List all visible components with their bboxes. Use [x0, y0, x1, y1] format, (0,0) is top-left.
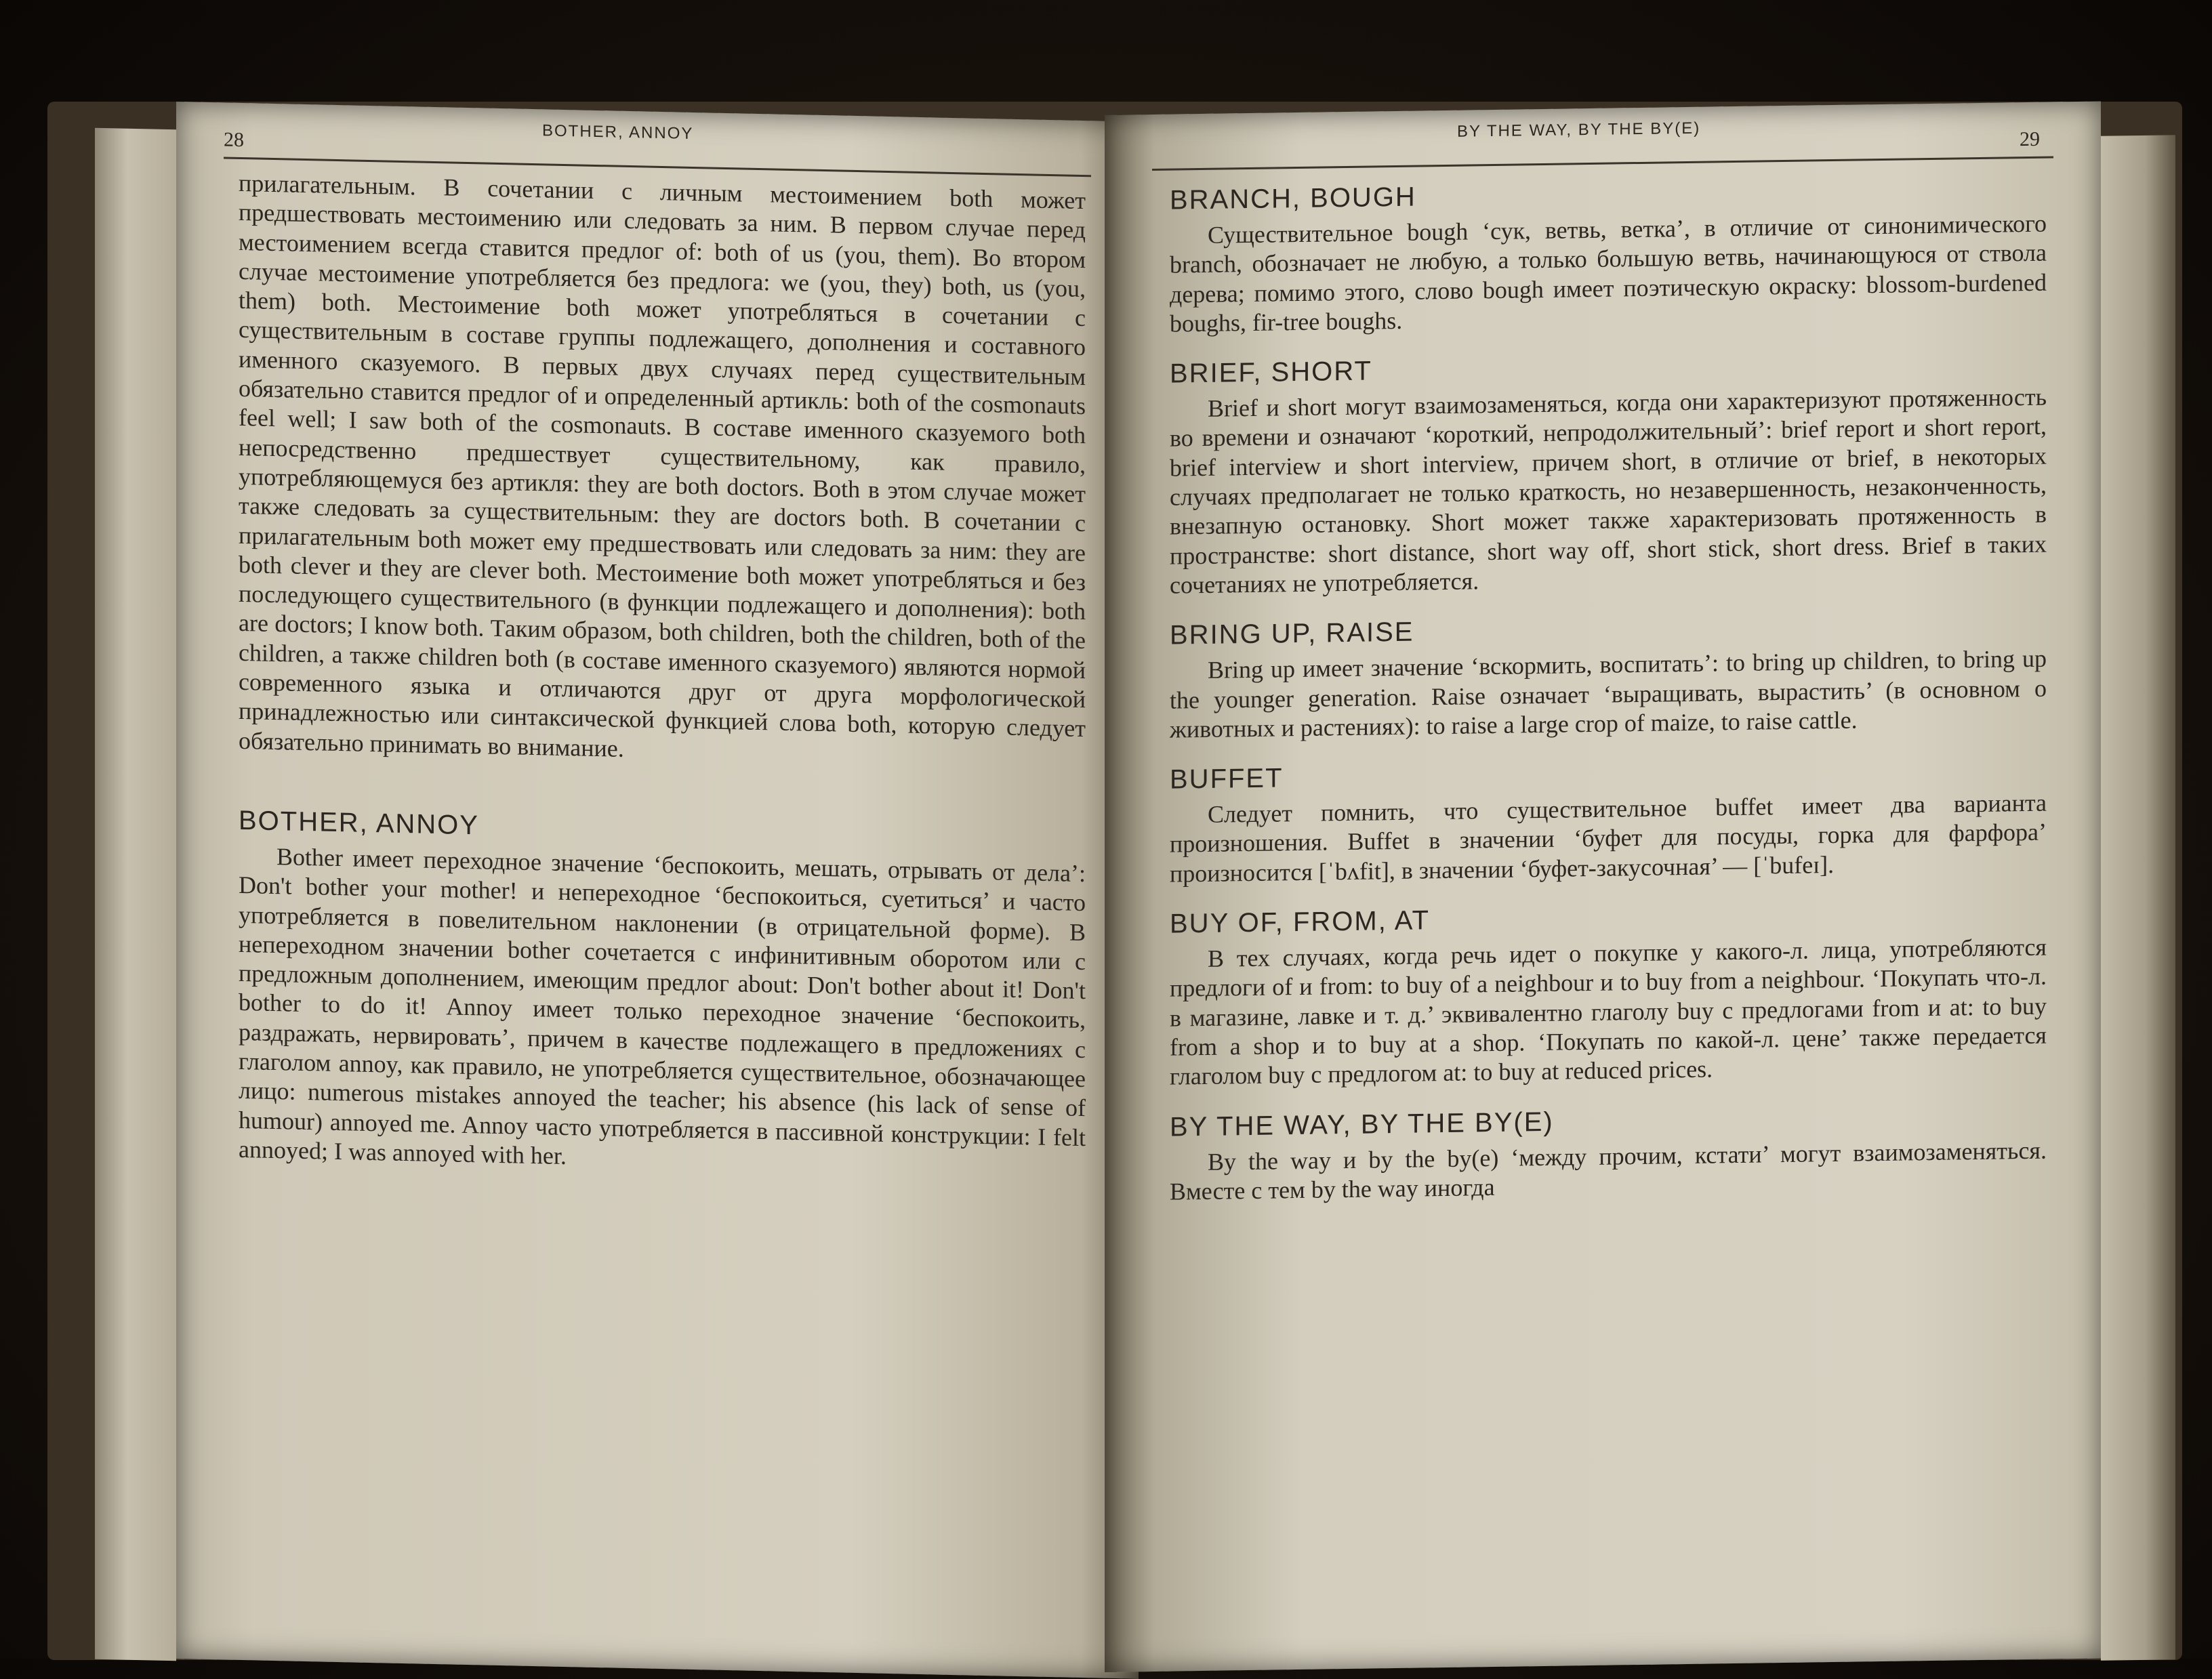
entry-text: By the way и by the by(e) ‘между прочим, кстати’ могут взаимозаменяться. Вместе с тем by the way иногда: [1170, 1136, 2047, 1205]
paragraph: прилагательным. В сочетании с личным местоимением both может предшествовать местоимению или следовать за ним. В первом случае перед местоимением всегда ставится предлог of: both of us (you, them). Во втором случае местоимение употребляется без предлога: we (you, they) both, us (you, them) both. Местоимение both может употребляться в сочетании с существительным в составе группы подлежащего, дополнения и составного именного сказуемого. В первых двух случаях перед существительным обязательно ставится предлог of и определенный артикль: both of the cosmonauts feel well; I saw both of the cosmonauts. В составе именного сказуемого both непосредственно предшествует существительному, как правило, употребляющемуся без артикля: they are both doctors. Both в этом случае может также следовать за существительным: they are doctors both. В сочетании с прилагательным both может ему предшествовать или следовать за ним: they are both clever и they are clever both. Местоимение both может употребляться и без последующего существительного (в функции подлежащего и дополнения): both are doctors; I know both. Таким образом, both children, both the children, both of the children, а также children both (в составе именного сказуемого) являются нормой современного языка и отличаются друг от друга морфологической принадлежностью или синтаксической функцией слова both, которую следует обязательно принимать во внимание.: [239, 169, 1086, 762]
entry-heading: BRANCH, BOUGH: [1170, 182, 1416, 215]
right-page-content: [1105, 157, 2101, 1207]
page-number: 28: [224, 128, 244, 152]
entry-heading: BUY OF, FROM, AT: [1170, 905, 1430, 939]
entry-text: Brief и short могут взаимозаменяться, когда они характеризуют протяженность во времени и означают ‘короткий, непродолжительный’: brief report и short report, brief interview и short interview, причем short, в отличие от brief, в некоторых случаях предполагает не только краткость, но незавершенность, незаконченность, внезапную остановку. Short может также характеризовать протяженность в пространстве: short distance, short way off, short stick, short dress. Brief в таких сочетаниях не употребляется.: [1170, 383, 2047, 599]
open-book: [47, 75, 2182, 1659]
left-page-content: [176, 158, 1139, 1183]
entry-heading: BOTHER, ANNOY: [239, 805, 479, 841]
entry-text: Bring up имеет значение ‘вскормить, воспитать’: to bring up children, to bring up the younger generation. Raise означает ‘выращивать, вырастить’ (в основном о животных и растениях): to raise a large crop of maize, to raise cattle.: [1170, 644, 2047, 743]
entry-heading: BUFFET: [1170, 763, 1284, 795]
page-number: 29: [2020, 127, 2040, 151]
entry-text: Существительное bough ‘сук, ветвь, ветка’, в отличие от синонимического branch, обозначает не любую, а только большую ветвь, начинающуюся от ствола дерева; помимо этого, слово bough имеет поэтическую окраску: blossom-burdened boughs, fir-tree boughs.: [1170, 209, 2047, 337]
entry-heading: BY THE WAY, BY THE BY(E): [1170, 1106, 1554, 1142]
running-head: BY THE WAY, BY THE BY(E): [1457, 119, 1701, 141]
right-page: [1105, 101, 2101, 1672]
running-head: BOTHER, ANNOY: [542, 121, 694, 143]
entry-text: В тех случаях, когда речь идет о покупке у какого-л. лица, употребляются предлоги of и from: to buy of a neighbour и to buy from a neighbour. ‘Покупать что-л. в магазине, лавке и т. д.’ эквивалентно глаголу buy с предлогами from и at: to buy from a shop и to buy at a shop. ‘Покупать по какой-л. цене’ также передается глаголом buy с предлогом at: to buy at reduced prices.: [1170, 933, 2047, 1090]
entry-text: Следует помнить, что существительное buffet имеет два варианта произношения. Buffet в значении ‘буфет для посуды, горка для фарфора’ произносится [ˈbʌfit], в значении ‘буфет-закусочная’ — [ˈbufeɪ].: [1170, 789, 2047, 888]
entry-heading: BRIEF, SHORT: [1170, 356, 1372, 389]
right-page-edges: [2101, 135, 2175, 1661]
entry-text: Bother имеет переходное значение ‘беспокоить, мешать, отрывать от дела’: Don't bother your mother! и непереходное ‘беспокоиться, суетиться’ и часто употребляется в повелительном наклонении (в отрицательной форме). В непереходном значении bother сочетается с инфинитивным оборотом или с предложным дополнением, имеющим предлог about: Don't bother about it! Don't bother to do it! Annoy имеет только переходное значение ‘беспокоить, раздражать, нервировать’, причем в качестве подлежащего в предложениях с глаголом annoy, как правило, не употребляется существительное, обозначающее лицо: numerous mistakes annoyed the teacher; his absence (his lack of sense of humour) annoyed me. Annoy часто употребляется в пассивной конструкции: I felt annoyed; I was annoyed with her.: [239, 843, 1086, 1169]
left-page: [176, 102, 1139, 1679]
left-page-edges: [95, 128, 176, 1661]
entry-heading: BRING UP, RAISE: [1170, 617, 1414, 650]
